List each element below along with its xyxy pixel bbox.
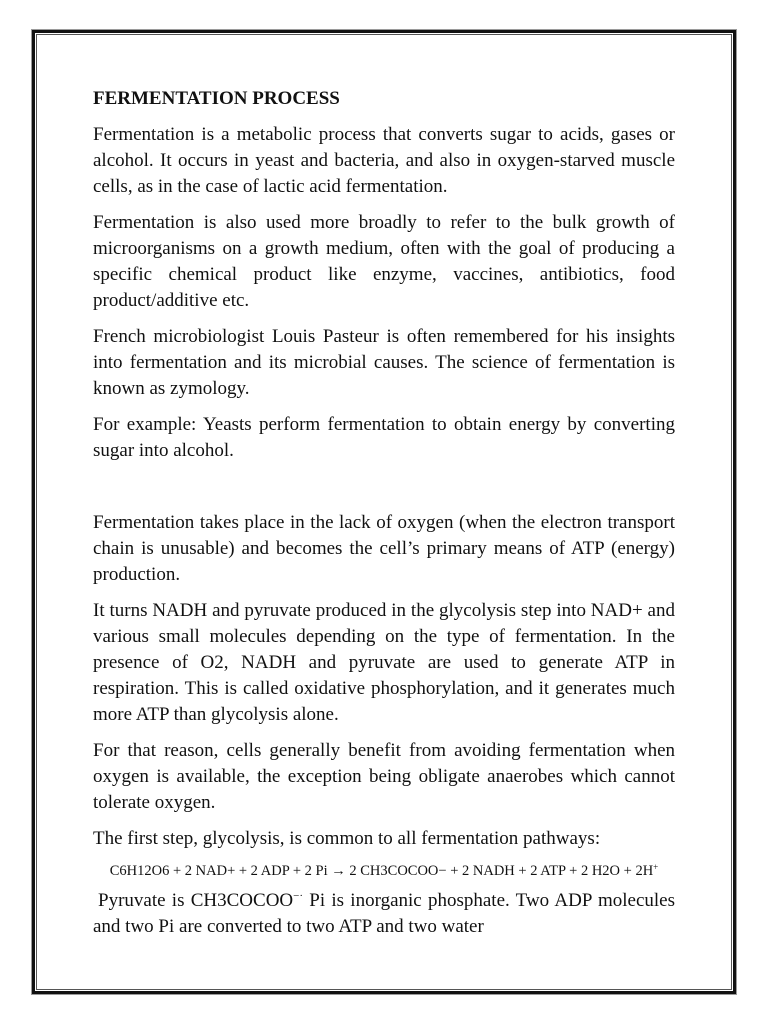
document-body: [93, 86, 675, 950]
pyruvate-text-2: Pi is inorganic phosphate. Two ADP molecules and two Pi are converted to two ATP and two water: [93, 890, 675, 937]
paragraph-definition: Fermentation is a metabolic process that converts sugar to acids, gases or alcohol. It occurs in yeast and bacteria, and also in oxygen-starved muscle cells, as in the case of lactic acid fermentation.: [93, 124, 675, 197]
paragraph-bulk-growth: Fermentation is also used more broadly to refer to the bulk growth of microorganisms on a growth medium, often with the goal of producing a specific chemical product like enzyme, vaccines, antibiotics, food product/additive etc.: [93, 212, 675, 311]
paragraph-glycolysis-intro: The first step, glycolysis, is common to all fermentation pathways:: [93, 828, 601, 849]
glycolysis-equation: [79, 860, 689, 882]
document-title: FERMENTATION PROCESS: [93, 88, 340, 109]
paragraph-obligate-anaerobes: For that reason, cells generally benefit from avoiding fermentation when oxygen is available, the exception being obligate anaerobes which cannot tolerate oxygen.: [93, 740, 675, 813]
equation-text: C6H12O6 + 2 NAD+ + 2 ADP + 2 Pi → 2 CH3COCOO− + 2 NADH + 2 ATP + 2 H2O + 2H: [109, 863, 654, 879]
paragraph-nadh-pyruvate: It turns NADH and pyruvate produced in the glycolysis step into NAD+ and various small molecules depending on the type of fermentation. In the presence of O2, NADH and pyruvate are used to generate ATP in respiration. This is called oxidative phosphorylation, and it generates much more ATP than glycolysis alone.: [93, 600, 675, 725]
paragraph-pyruvate: [93, 888, 675, 940]
paragraph-pasteur: French microbiologist Louis Pasteur is often remembered for his insights into fermentation and its microbial causes. The science of fermentation is known as zymology.: [93, 326, 675, 399]
equation-superscript: +: [653, 862, 659, 872]
pyruvate-superscript: −·: [293, 890, 304, 902]
paragraph-example: For example: Yeasts perform fermentation to obtain energy by converting sugar into alcohol.: [93, 414, 675, 461]
paragraph-lack-of-oxygen: Fermentation takes place in the lack of oxygen (when the electron transport chain is unusable) and becomes the cell’s primary means of ATP (energy) production.: [93, 512, 675, 585]
pyruvate-text-1: Pyruvate is CH3COCOO: [98, 890, 294, 911]
